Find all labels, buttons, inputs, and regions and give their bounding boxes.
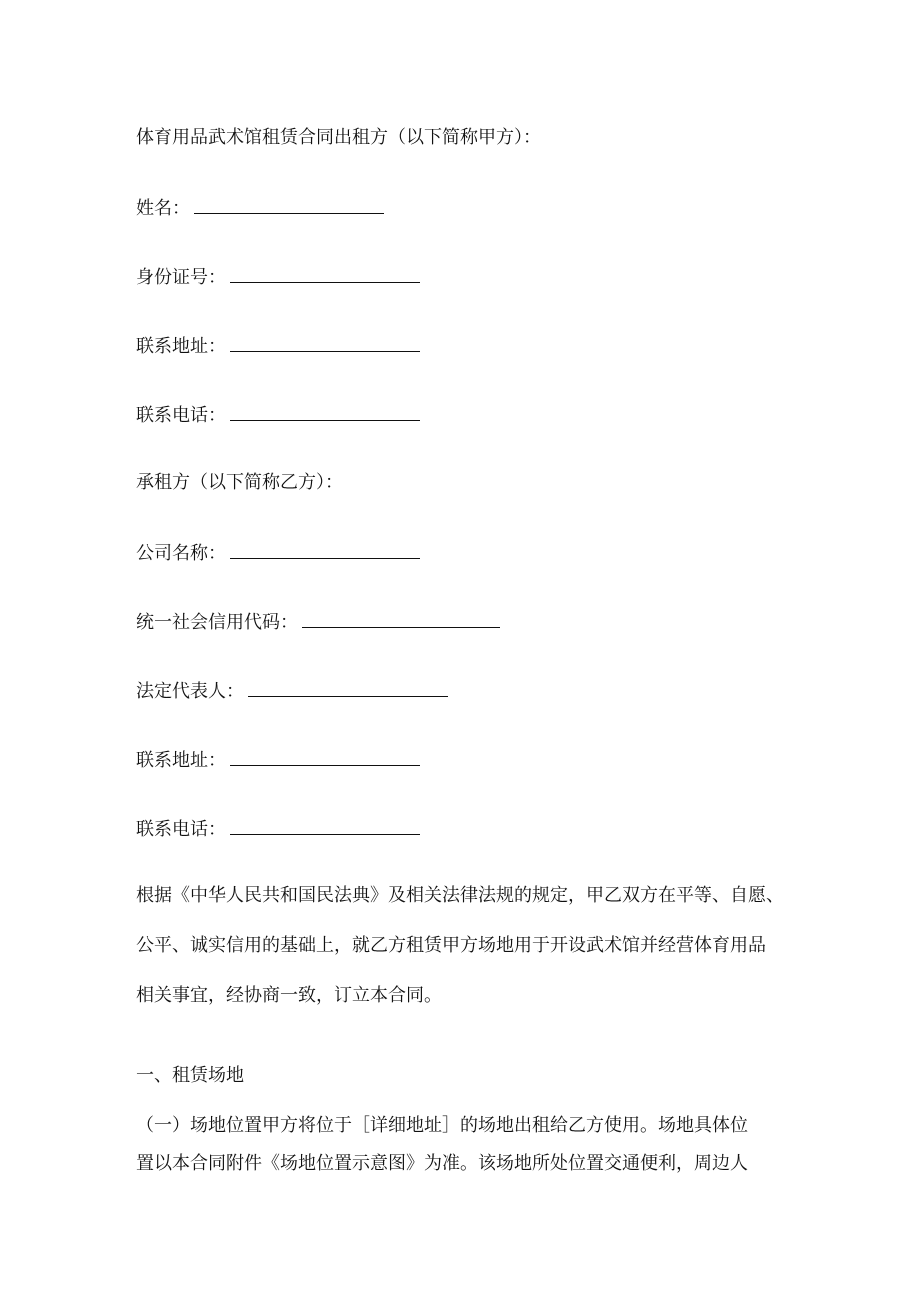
- lessee-credit-code-blank[interactable]: [302, 609, 500, 628]
- lessee-phone-row: [136, 816, 420, 842]
- lessor-heading: [136, 126, 541, 150]
- lessor-name-blank[interactable]: [194, 195, 384, 214]
- lessor-phone-blank[interactable]: [230, 402, 420, 421]
- lessee-address-label: 联系地址：: [136, 750, 226, 771]
- lessor-name-label: 姓名：: [136, 198, 190, 219]
- lessor-address-row: [136, 333, 420, 359]
- lessee-company-label: 公司名称：: [136, 543, 226, 564]
- lessor-id-blank[interactable]: [230, 264, 420, 283]
- lessee-company-blank[interactable]: [230, 540, 420, 559]
- preamble-line-1: 根据《中华人民共和国民法典》及相关法律法规的规定，甲乙双方在平等、自愿、: [136, 885, 784, 906]
- preamble-line-2: 公平、诚实信用的基础上，就乙方租赁甲方场地用于开设武术馆并经营体育用品: [136, 935, 766, 956]
- lessee-legal-rep-blank[interactable]: [248, 678, 448, 697]
- lessor-name-row: [136, 195, 384, 221]
- lessee-address-blank[interactable]: [230, 747, 420, 766]
- lessor-id-row: [136, 264, 420, 290]
- lessee-heading-text: 承租方（以下简称乙方）：: [136, 472, 343, 493]
- lessor-address-blank[interactable]: [230, 333, 420, 352]
- lessee-legal-rep-label: 法定代表人：: [136, 681, 244, 702]
- lessee-address-row: [136, 747, 420, 773]
- section-1-para-line-1: （一）场地位置甲方将位于［详细地址］的场地出租给乙方使用。场地具体位: [136, 1115, 748, 1136]
- lessee-credit-code-row: [136, 609, 500, 635]
- lessor-address-label: 联系地址：: [136, 336, 226, 357]
- lessor-phone-row: [136, 402, 420, 428]
- section-1-para-line-2: 置以本合同附件《场地位置示意图》为准。该场地所处位置交通便利，周边人: [136, 1153, 748, 1174]
- preamble-line-3: 相关事宜，经协商一致，订立本合同。: [136, 985, 442, 1006]
- lessee-legal-rep-row: [136, 678, 448, 704]
- lessee-phone-label: 联系电话：: [136, 819, 226, 840]
- lessee-company-row: [136, 540, 420, 566]
- lessee-heading: [136, 471, 343, 495]
- section-1-title: 一、租赁场地: [136, 1065, 244, 1086]
- lessor-heading-text: 体育用品武术馆租赁合同出租方（以下简称甲方）：: [136, 127, 541, 148]
- lessee-phone-blank[interactable]: [230, 816, 420, 835]
- lessor-id-label: 身份证号：: [136, 267, 226, 288]
- lessee-credit-code-label: 统一社会信用代码：: [136, 612, 298, 633]
- lessor-phone-label: 联系电话：: [136, 405, 226, 426]
